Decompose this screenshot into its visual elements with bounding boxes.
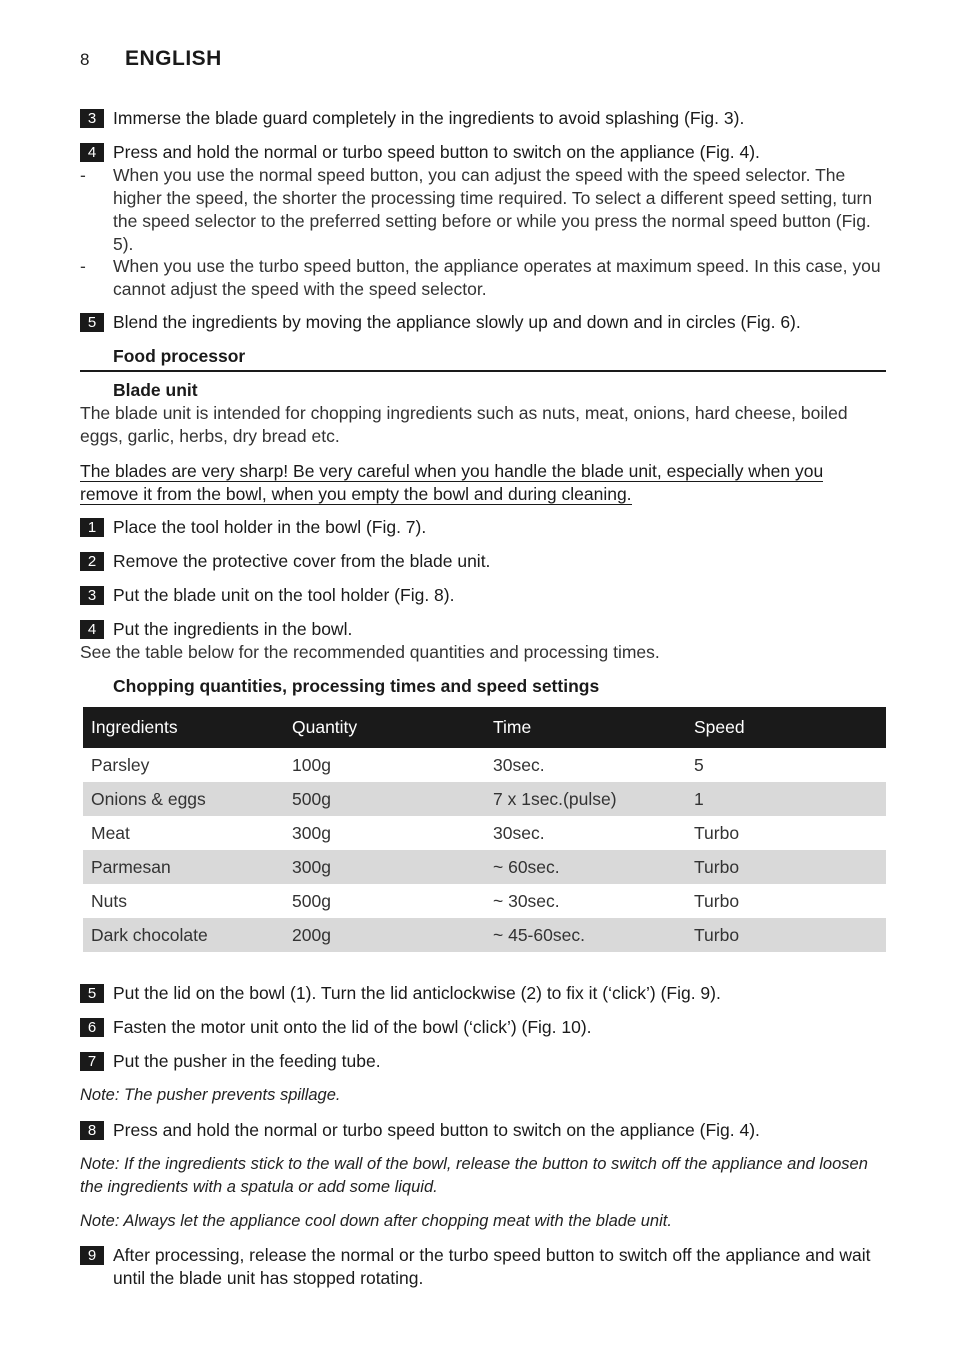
cell-speed: Turbo (686, 850, 886, 884)
cell-speed: Turbo (694, 822, 740, 843)
step-text: After processing, release the normal or the turbo speed button to switch off the appliance and wait until the blade unit has stopped rotating. (113, 1245, 871, 1288)
table-row (83, 918, 886, 952)
language-heading: ENGLISH (125, 47, 222, 70)
step-item (80, 982, 890, 1005)
step-text: Press and hold the normal or turbo speed button to switch on the appliance (Fig. 4). (113, 142, 760, 162)
note-pusher: Note: The pusher prevents spillage. (80, 1086, 341, 1104)
cell-quantity: 100g (292, 754, 331, 775)
step-text: Put the blade unit on the tool holder (Fig. 8). (113, 585, 455, 605)
cell-time: 7 x 1sec.(pulse) (485, 782, 686, 816)
cell-quantity: 200g (284, 918, 485, 952)
cell-ingredient: Onions & eggs (83, 782, 284, 816)
step-item (80, 584, 890, 607)
step-number: 4 (80, 143, 104, 162)
bullet-text: When you use the normal speed button, you can adjust the speed with the speed selector. The higher the speed, the shorter the processing time required. To select a different speed setting, turn the speed selector to the preferred setting before or while you press the normal speed button (Fig. 5). (113, 165, 873, 254)
note-ingredients-stick: Note: If the ingredients stick to the wall of the bowl, release the button to switch off the appliance and loosen the ingredients with a spatula or add some liquid. (80, 1155, 868, 1196)
cell-speed: 1 (686, 782, 886, 816)
intro-paragraph: The blade unit is intended for chopping ingredients such as nuts, meat, onions, hard cheese, boiled eggs, garlic, herbs, dry bread etc. (80, 403, 848, 446)
step-number: 9 (80, 1246, 104, 1265)
step-text: Fasten the motor unit onto the lid of the bowl (‘click’) (Fig. 10). (113, 1017, 592, 1037)
table-row (83, 782, 886, 816)
chopping-table (83, 707, 886, 952)
cell-time: 30sec. (493, 754, 545, 775)
bullet-item (80, 164, 890, 256)
step-number: 3 (80, 109, 104, 128)
step-item (80, 1016, 890, 1039)
cell-speed: Turbo (686, 918, 886, 952)
step-item (80, 618, 890, 641)
cell-ingredient: Parsley (91, 754, 150, 775)
step-number: 5 (80, 984, 104, 1003)
step-text: Put the pusher in the feeding tube. (113, 1051, 381, 1071)
cell-quantity: 500g (292, 890, 331, 911)
cell-time: 30sec. (493, 822, 545, 843)
cell-time: ~ 30sec. (493, 890, 560, 911)
step-number: 8 (80, 1121, 104, 1140)
table-row (83, 748, 886, 782)
cell-time: ~ 60sec. (485, 850, 686, 884)
step-item (80, 550, 890, 573)
see-table-text: See the table below for the recommended quantities and processing times. (80, 642, 660, 662)
table-row (83, 850, 886, 884)
step-number: 6 (80, 1018, 104, 1037)
warning-text: The blades are very sharp! Be very careful when you handle the blade unit, especially when you remove it from the bowl, when you empty the bowl and during cleaning. (80, 461, 824, 504)
step-number: 5 (80, 313, 104, 332)
step-text: Press and hold the normal or turbo speed button to switch on the appliance (Fig. 4). (113, 1120, 760, 1140)
bullet-dash: - (80, 165, 86, 185)
cell-speed: 5 (694, 754, 704, 775)
table-row (83, 816, 886, 850)
page-number: 8 (80, 50, 90, 69)
table-title: Chopping quantities, processing times and speed settings (113, 676, 600, 696)
step-number: 7 (80, 1052, 104, 1071)
cell-speed: Turbo (694, 890, 740, 911)
cell-ingredient: Dark chocolate (83, 918, 284, 952)
step-text: Remove the protective cover from the blade unit. (113, 551, 491, 571)
cell-ingredient: Parmesan (83, 850, 284, 884)
header-quantity: Quantity (284, 707, 485, 748)
table-header-row (83, 707, 886, 748)
step-item (80, 1050, 890, 1073)
note-cool-down: Note: Always let the appliance cool down after chopping meat with the blade unit. (80, 1212, 672, 1230)
step-item (80, 107, 890, 130)
step-text: Blend the ingredients by moving the appliance slowly up and down and in circles (Fig. 6). (113, 312, 801, 332)
cell-ingredient: Nuts (91, 890, 127, 911)
bullet-text: When you use the turbo speed button, the appliance operates at maximum speed. In this case, you cannot adjust the speed with the speed selector. (113, 256, 881, 299)
step-item (80, 1244, 890, 1290)
step-text: Put the lid on the bowl (1). Turn the lid anticlockwise (2) to fix it (‘click’) (Fig. 9). (113, 983, 721, 1003)
header-speed: Speed (686, 707, 886, 748)
cell-quantity: 300g (292, 822, 331, 843)
section-divider (80, 370, 886, 372)
step-text: Place the tool holder in the bowl (Fig. 7). (113, 517, 427, 537)
cell-time: ~ 45-60sec. (485, 918, 686, 952)
step-number: 2 (80, 552, 104, 571)
cell-ingredient: Meat (91, 822, 130, 843)
section-title: Food processor (113, 346, 246, 366)
step-text: Immerse the blade guard completely in the ingredients to avoid splashing (Fig. 3). (113, 108, 745, 128)
header-ingredients: Ingredients (83, 707, 284, 748)
step-item (80, 516, 890, 539)
step-item (80, 311, 890, 334)
cell-quantity: 300g (284, 850, 485, 884)
step-item (80, 141, 890, 164)
subsection-title: Blade unit (113, 380, 198, 400)
table-row (83, 884, 886, 918)
bullet-item (80, 255, 890, 301)
step-number: 1 (80, 518, 104, 537)
bullet-dash: - (80, 256, 86, 276)
header-time: Time (485, 707, 686, 748)
step-item (80, 1119, 890, 1142)
warning-paragraph (80, 460, 875, 506)
step-text: Put the ingredients in the bowl. (113, 619, 353, 639)
step-number: 4 (80, 620, 104, 639)
cell-quantity: 500g (284, 782, 485, 816)
step-number: 3 (80, 586, 104, 605)
